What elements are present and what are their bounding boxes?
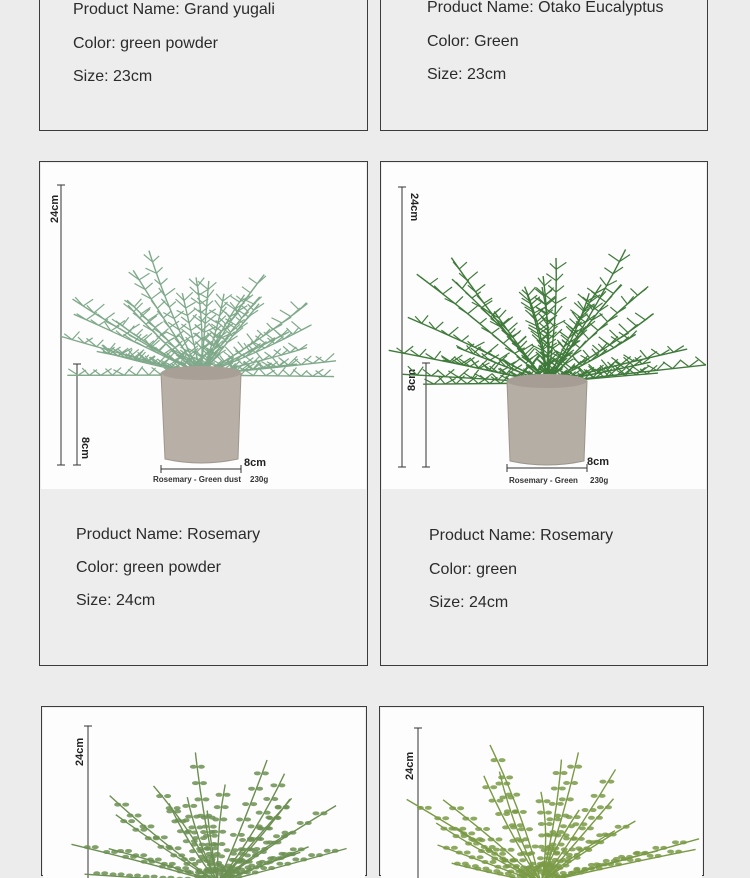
product-card-5 bbox=[41, 706, 367, 876]
product-photo bbox=[43, 708, 365, 878]
product-card-6 bbox=[379, 706, 704, 876]
photo-caption-weight: 230g bbox=[250, 475, 268, 484]
product-name: Product Name: Otako Eucalyptus bbox=[427, 0, 664, 16]
product-name: Product Name: Rosemary bbox=[76, 527, 260, 543]
product-color: Color: green bbox=[429, 562, 517, 578]
photo-caption-name: Rosemary - Green dust bbox=[153, 475, 241, 484]
product-card-rosemary-green bbox=[380, 161, 708, 666]
product-card-grand-yugali bbox=[39, 0, 368, 131]
pot-height-label: 8cm bbox=[79, 437, 91, 459]
product-size: Size: 23cm bbox=[427, 67, 506, 83]
product-name: Product Name: Rosemary bbox=[429, 528, 613, 544]
plant-pot bbox=[161, 373, 241, 463]
plant-foliage bbox=[71, 752, 365, 878]
product-card-otako-eucalyptus bbox=[380, 0, 708, 131]
plant-foliage bbox=[407, 745, 699, 878]
product-color: Color: green powder bbox=[76, 560, 221, 576]
product-photo bbox=[382, 163, 706, 489]
plant-foliage bbox=[60, 251, 336, 377]
product-photo bbox=[41, 163, 366, 489]
height-label: 24cm bbox=[408, 193, 420, 221]
height-label: 24cm bbox=[404, 752, 416, 780]
product-size: Size: 23cm bbox=[73, 69, 152, 85]
product-card-rosemary-green-dust bbox=[39, 161, 368, 666]
width-label: 8cm bbox=[244, 457, 266, 469]
product-size: Size: 24cm bbox=[76, 593, 155, 609]
width-label: 8cm bbox=[587, 456, 609, 468]
height-label: 24cm bbox=[74, 738, 86, 766]
pot-height-label: 8cm bbox=[406, 369, 418, 391]
plant-foliage bbox=[389, 249, 706, 384]
height-label: 24cm bbox=[49, 195, 61, 223]
plant-pot bbox=[507, 381, 587, 465]
product-color: Color: green powder bbox=[73, 36, 218, 52]
product-photo bbox=[381, 708, 702, 878]
product-name: Product Name: Grand yugali bbox=[73, 2, 275, 18]
photo-caption-weight: 230g bbox=[590, 476, 608, 485]
photo-caption-name: Rosemary - Green bbox=[509, 476, 578, 485]
product-size: Size: 24cm bbox=[429, 595, 508, 611]
product-color: Color: Green bbox=[427, 34, 519, 50]
